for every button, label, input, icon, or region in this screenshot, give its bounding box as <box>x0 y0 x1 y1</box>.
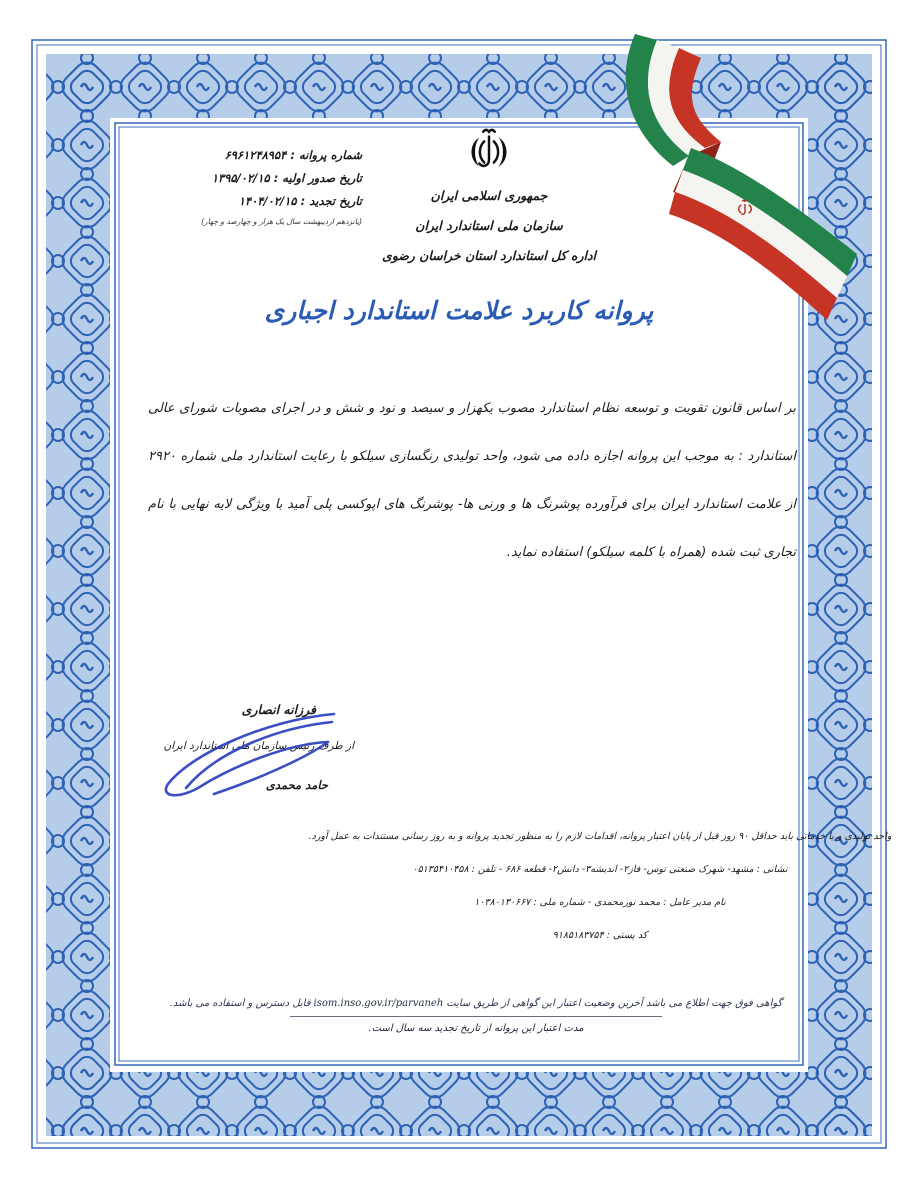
first-issue-date-value: ۱۳۹۵/۰۲/۱۵ <box>211 171 270 185</box>
body-line-1: بر اساس قانون تقویت و توسعه نظام استاندارد مصوب یکهزار و سیصد و نود و شش و در اجرای مصوبات شورای عالی استاندارد : به موجب این پروانه اجازه داده می شود، <box>148 401 796 464</box>
certificate-header <box>307 124 671 278</box>
manager-text: نام مدیر عامل : محمد نورمحمدی - شماره ملی : ۱۰۳۸۰۱۳۰۶۶۷ <box>474 897 726 908</box>
signer-on-behalf-text: از طرف رئیس سازمان ملی استاندارد ایران <box>163 740 354 752</box>
country-name: جمهوری اسلامی ایران <box>430 188 548 203</box>
address-text: نشانی : مشهد- شهرک صنعتی توس- فاز۲- اندیشه۳- دانش۲- قطعه ۶۸۶ - تلفن : ۰۵۱۳۵۴۱۰۴۵۸ <box>412 864 788 875</box>
iran-national-emblem-icon <box>465 124 513 178</box>
license-number-label: شماره پروانه : <box>290 148 362 162</box>
body-line-2: واحد تولیدی رنگسازی سیلکو با رعایت استاندارد ملی شماره ۲۹۲۰ از علامت استاندارد ایران برای فرآورده پوشرنگ ها و ورنی ها- پوشرنگ های اپوکسی پلی آمید با ویژگی <box>148 449 796 512</box>
signature-block <box>156 692 356 812</box>
footer-block <box>116 998 836 1034</box>
organization-name: سازمان ملی استاندارد ایران <box>415 218 563 233</box>
certificate-title: پروانه کاربرد علامت استاندارد اجباری <box>264 296 654 325</box>
renewal-date-label: تاریخ تجدید : <box>300 194 362 208</box>
footer-divider <box>290 1016 662 1017</box>
provincial-office-name: اداره کل استاندارد استان خراسان رضوی <box>381 248 597 263</box>
renewal-date-note: (پانزدهم اردیبهشت سال یک هزار و چهارصد و چهار) <box>201 217 362 226</box>
renewal-notice-line <box>240 820 918 853</box>
signer-name: فرزانه انصاری <box>241 702 316 717</box>
license-number-value: ۶۹۶۱۲۴۸۹۵۴ <box>224 148 287 162</box>
handwritten-signature-icon <box>156 692 356 812</box>
postal-code-line <box>240 919 918 952</box>
deputy-name: حامد محمدی <box>265 778 328 792</box>
first-issue-date-label: تاریخ صدور اولیه : <box>273 171 362 185</box>
body-line-3: لایه نهایی با نام تجاری ثبت شده (همراه با کلمه سیلکو) استفاده نماید. <box>148 497 796 560</box>
verification-text-after: قابل دسترس و استفاده می باشد. <box>169 998 311 1009</box>
verification-url: isom.inso.gov.ir/parvaneh <box>313 998 444 1009</box>
details-block <box>240 820 918 952</box>
certificate-body-text <box>148 385 796 577</box>
validity-period-text: مدت اعتبار این پروانه از تاریخ تجدید سه سال است. <box>368 1023 584 1034</box>
manager-line <box>240 886 918 919</box>
postal-code-text: کد پستی : ۹۱۸۵۱۸۳۷۵۴ <box>552 930 648 941</box>
renewal-date-value: ۱۴۰۴/۰۲/۱۵ <box>238 194 297 208</box>
verification-line <box>116 998 836 1009</box>
renewal-notice-text: واحد تولیدی و یا خدماتی باید حداقل ۹۰ روز قبل از پایان اعتبار پروانه، اقدامات لازم را به منظور تجدید پروانه و به روز رسانی مستندات به عمل آورد. <box>308 831 892 842</box>
address-line <box>240 853 918 886</box>
verification-text-before: گواهی فوق جهت اطلاع می باشد آخرین وضعیت اعتبار این گواهی از طریق سایت <box>446 998 783 1009</box>
